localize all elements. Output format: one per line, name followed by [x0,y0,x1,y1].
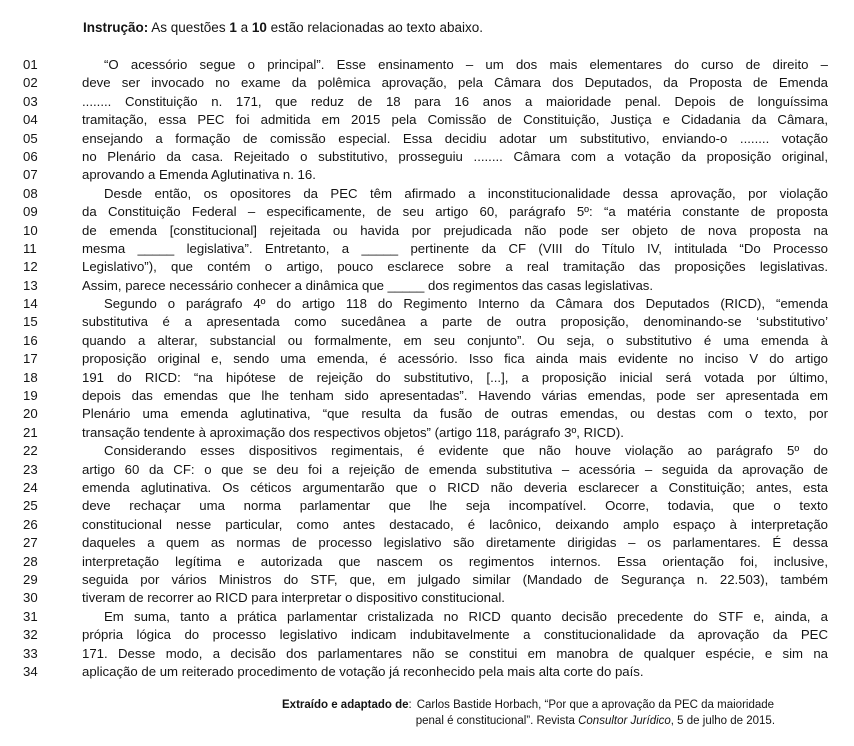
text-line [23,589,828,607]
line-number: 30 [23,590,38,606]
line-number: 02 [23,75,38,91]
instruction-text-1: As questões [148,20,230,35]
instruction-text-3: estão relacionadas ao texto abaixo. [266,20,484,35]
line-number: 27 [23,535,38,551]
line-text: interpretação legítima e autorizada que nascem os regimentos internos. Essa orientação foi, inclusive, [82,553,828,569]
line-text: da Constituição Federal – especificamente, de seu artigo 60, parágrafo 5º: “a matéria constante de proposta [82,204,828,220]
text-line [23,516,828,534]
text-line [23,185,828,203]
text-line [23,442,828,460]
text-line [23,277,828,295]
line-number: 04 [23,112,38,128]
line-text: deve ser invocado no exame da polêmica aprovação, pela Câmara dos Deputados, da Proposta de Emenda [82,75,828,91]
text-line [23,645,828,663]
line-number: 18 [23,369,38,385]
line-number: 16 [23,332,38,348]
line-text: “O acessório segue o principal”. Esse ensinamento – um dos mais elementares do curso de direito – [104,57,828,72]
text-block [23,56,828,681]
line-number: 28 [23,553,38,569]
text-line [23,626,828,644]
line-text: deve rechaçar uma norma parlamentar que lhe seja incompatível. Ocorre, todavia, que o texto [82,498,828,514]
line-number: 31 [23,608,38,624]
line-number: 01 [23,57,38,72]
text-line [23,56,828,74]
source-line-2-date: , 5 de julho de 2015. [670,715,776,728]
line-number: 19 [23,388,38,404]
text-line [23,405,828,423]
line-text: de emenda [constitucional] rejeitada ou havida por prejudicada não pode ser objeto de nova proposta na [82,222,828,238]
source-label [282,697,412,730]
text-line [23,479,828,497]
line-text: substitutiva é a apresentada como sucedânea a parte de outra proposição, denominando-se ‘substitutivo’ [82,314,828,330]
line-number: 23 [23,461,38,477]
source-text [416,697,775,730]
line-number: 20 [23,406,38,422]
line-text: aplicação de um reiterado procedimento de votação já reconhecido pela mais alta corte do país. [82,663,644,679]
line-text: própria lógica do processo legislativo indicam indubitavelmente a constitucionalidade da aprovação da PEC [82,627,828,643]
line-number: 32 [23,627,38,643]
text-line [23,313,828,331]
line-number: 29 [23,571,38,587]
line-number: 03 [23,93,38,109]
text-line [23,111,828,129]
line-text: proposição original e, sendo uma emenda, é acessório. Isso fica ainda mais evidente no inciso V do artigo [82,351,828,367]
line-number: 10 [23,222,38,238]
text-line [23,534,828,552]
line-text: quando a alterar, substancial ou formalmente, em seu conjunto”. Ou seja, o substitutivo é uma emenda à [82,332,828,348]
line-text: 171. Desse modo, a decisão dos parlamentares não se constitui em manobra de qualquer espécie, e sim na [82,645,828,661]
text-line [23,350,828,368]
line-text: ........ Constituição n. 171, que reduz de 18 para 16 anos a maioridade penal. Depois de longuíssima [82,93,828,109]
line-number: 17 [23,351,38,367]
instruction-text-2: a [236,20,252,35]
line-number: 15 [23,314,38,330]
line-text: transação tendente à aproximação dos respectivos objetos” (artigo 118, parágrafo 3º, RICD). [82,424,624,440]
line-number: 09 [23,204,38,220]
text-line [23,148,828,166]
line-text: aprovando a Emenda Aglutinativa n. 16. [82,167,316,183]
instruction-line [83,20,483,36]
source-label-separator: : [408,699,412,711]
line-number: 08 [23,185,38,201]
source-line-2 [416,713,775,729]
text-line [23,203,828,221]
instruction-label: Instrução: [83,20,149,35]
line-text: daqueles a quem as normas de processo legislativo são diretamente dirigidas – os parlamentares. É dessa [82,535,828,551]
line-text: emenda aglutinativa. Os céticos argumentarão que o RICD não deveria esclarecer a Constituição; antes, esta [82,479,828,495]
line-text: Desde então, os opositores da PEC têm afirmado a inconstitucionalidade dessa aprovação, por violação [104,185,828,201]
text-line [23,130,828,148]
line-number: 25 [23,498,38,514]
line-text: Plenário uma emenda aglutinativa, “que resulta da fusão de outras emendas, ou destas com o texto, por [82,406,828,422]
line-text: 191 do RICD: “na hipótese de rejeição do substitutivo, [...], a proposição inicial será votada por último, [82,369,828,385]
text-line [23,295,828,313]
journal-name: Consultor Jurídico [578,715,671,728]
line-text: depois das emendas que lhe tenham sido apresentadas”. Havendo várias emendas, pode ser apresentada em [82,388,828,404]
line-text: tiveram de recorrer ao RICD para interpretar o dispositivo constitucional. [82,590,505,606]
line-number: 26 [23,516,38,532]
line-number: 13 [23,277,38,293]
text-line [23,387,828,405]
line-number: 22 [23,443,38,459]
line-text: Segundo o parágrafo 4º do artigo 118 do Regimento Interno da Câmara dos Deputados (RICD), “emenda [104,296,828,312]
line-number: 12 [23,259,38,275]
text-line [23,166,828,184]
line-number: 05 [23,130,38,146]
text-line [23,369,828,387]
line-number: 06 [23,148,38,164]
source-citation [282,697,775,730]
text-line [23,663,828,681]
line-number: 34 [23,663,38,679]
line-text: mesma _____ legislativa”. Entretanto, a _____ pertinente da CF (VIII do Título IV, intitulada “Do Processo [82,240,828,256]
source-line-1: Carlos Bastide Horbach, “Por que a aprovação da PEC da maioridade [416,699,775,711]
line-number: 11 [23,240,37,256]
line-text: Assim, parece necessário conhecer a dinâmica que _____ dos regimentos das casas legislativas. [82,277,654,293]
line-text: artigo 60 da CF: o que se deu foi a rejeição de emenda substitutiva – acessória – seguida da aprovação de [82,461,828,477]
text-line [23,424,828,442]
question-range-end: 10 [251,20,267,35]
line-text: Legislativo”), que contém o artigo, pouco esclarece sobre a real tramitação das proposições legislativas. [82,259,828,275]
line-text: constitucional nesse particular, como antes destacado, é lacônico, deixando amplo espaço à interpretação [82,516,828,532]
line-text: seguida por vários Ministros do STF, que, em julgado similar (Mandado de Segurança n. 22.503), também [82,571,828,587]
text-line [23,93,828,111]
text-line [23,461,828,479]
text-line [23,553,828,571]
text-line [23,332,828,350]
line-text: no Plenário da casa. Rejeitado o substitutivo, prosseguiu ........ Câmara com a votação da proposição original, [82,148,828,164]
line-number: 21 [23,424,38,440]
text-line [23,608,828,626]
source-label-bold: Extraído e adaptado de [282,699,409,711]
line-number: 33 [23,645,38,661]
text-line [23,240,828,258]
line-number: 24 [23,479,38,495]
text-line [23,222,828,240]
source-line-2-text: penal é constitucional”. Revista [415,715,579,728]
line-number: 07 [23,167,38,183]
text-line [23,258,828,276]
text-line [23,497,828,515]
line-text: tramitação, essa PEC foi admitida em 2015 pela Comissão de Constituição, Justiça e Cidadania da Câmara, [82,112,828,128]
line-text: Considerando esses dispositivos regimentais, é evidente que não houve violação ao parágrafo 5º do [104,443,828,459]
line-text: ensejando a formação de comissão especial. Essa decidiu adotar um substitutivo, enviando-o ........ votação [82,130,828,146]
question-range-start: 1 [229,20,237,35]
text-line [23,571,828,589]
text-line [23,74,828,92]
line-text: Em suma, tanto a prática parlamentar cristalizada no RICD quanto decisão precedente do STF e, ainda, a [104,608,828,624]
line-number: 14 [23,296,38,312]
